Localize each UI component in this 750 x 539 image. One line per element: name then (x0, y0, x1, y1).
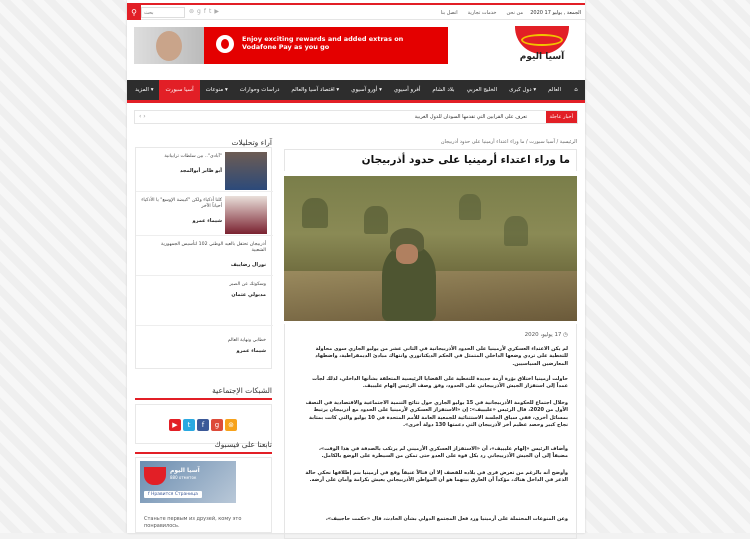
site-logo[interactable] (507, 26, 577, 68)
opinion-author[interactable]: مدبولي عثمان (231, 292, 266, 298)
ticker-arrows-icon[interactable]: ‹ › (139, 113, 146, 120)
bg-soldier (364, 206, 388, 234)
banner-photo (134, 27, 204, 64)
top-link-services[interactable]: خدمات تجارية (467, 10, 497, 16)
article-photo (284, 176, 577, 321)
nav-economy[interactable]: اقتصاد آسيا والعالم ▾ (291, 87, 340, 93)
opinion-author[interactable]: شيماء عمرو (192, 218, 222, 224)
logo-ring-icon (521, 34, 563, 46)
nav-world[interactable]: العالم (548, 87, 561, 93)
google-plus-icon[interactable]: g (211, 419, 223, 431)
opinion-quote[interactable]: وسكوتك عن الصبر (229, 282, 266, 287)
nav-major-countries[interactable]: دول كبرى ▾ (509, 87, 537, 93)
opinion-author[interactable]: شيماء عمرو (236, 348, 266, 354)
top-social-icons (189, 8, 219, 15)
nav-home[interactable]: ⌂ (574, 87, 578, 93)
rss-icon[interactable]: ⊚ (225, 419, 237, 431)
facebook-widget-title: تابعنا على فيسبوك (135, 440, 272, 454)
opinion-quote[interactable]: "آبادي".. بين سلطات ترابيانية (164, 154, 222, 159)
opinion-quote[interactable]: كلنا أذكياء ولكن "كبيضة الإوسع" يا الأذكياء أحياناً الآخر (141, 198, 222, 209)
opinion-quote[interactable]: أذربيجان تحتفل بالعيد الوطني 102 لتأسيس الجمهورية الشعبية (160, 242, 266, 253)
opinion-author[interactable]: أبو ظابر أبوالمجد (180, 168, 222, 174)
opinion-item[interactable] (136, 148, 273, 192)
twitter-icon[interactable]: t (183, 419, 195, 431)
nav-more[interactable]: المزيد ▾ (135, 87, 154, 93)
article-title: ما وراء اعتداء أرمينيا على حدود أذربيجان (361, 154, 570, 166)
vodafone-banner-ad[interactable] (134, 27, 448, 64)
article-date (525, 332, 568, 338)
top-bar (127, 3, 585, 20)
article-paragraph: حاولت أرمينيا اختلاق بؤرة أزمة جديدة للتغطية على القضايا الرئيسية المتعلقة بشأنها الداخلي، لذلك لجأت عمداً إلى استفزاز الجيش الأذربيجاني على الحدود، وفق وصف الرئيس إلهام عليييف. (312, 376, 568, 390)
author-avatar (225, 152, 267, 190)
top-link-contact[interactable]: اتصل بنا (440, 10, 458, 16)
soldier-face (396, 244, 418, 264)
fb-page-logo-icon (144, 467, 166, 485)
opinions-box (135, 147, 272, 369)
nav-arab-gulf[interactable]: الخليج العربي (466, 87, 498, 93)
facebook-icon[interactable]: f (197, 419, 209, 431)
opinion-quote[interactable]: خطابي ونهاية العالم (227, 338, 266, 343)
fb-page-name[interactable]: آسيا اليوم (170, 467, 200, 474)
opinion-item[interactable] (136, 192, 273, 236)
current-date: الجمعة , يوليو 17 2020 (530, 10, 581, 16)
opinion-item[interactable] (136, 236, 273, 276)
social-title: الشبكات الإجتماعية (135, 386, 272, 400)
facebook-icon: f (148, 492, 152, 497)
article-paragraph: لم يكن الاعتداء العسكري لأرمينيا على الحدود الأذربيجانية في الثاني عشر من يوليو الجاري سوى محاولة للتغطية على تردي وضعها الداخلي المتمثل في الحكم الديكتاتوري وانتهاك مبادئ الديمقراطية، واضطهاد المعارضين السياسيين. (315, 346, 568, 367)
article-paragraph: وعن المنوعات المحتملة على أرمينيا ورد فعل المجتمع الدولي بشأن الحادث، قال «حكمت حاجييف»، (325, 516, 568, 522)
nav-euro-asian[interactable]: أورو آسيوي ▾ (351, 87, 382, 93)
clock-icon: ◷ (561, 332, 568, 338)
vodafone-logo-icon (216, 35, 234, 53)
page-wrapper (127, 0, 585, 533)
top-link-about[interactable]: من نحن (506, 10, 523, 16)
breaking-news-ticker (134, 110, 578, 124)
logo-text: آسيا اليوم (519, 52, 565, 62)
opinion-item[interactable] (136, 276, 273, 326)
author-avatar (225, 196, 267, 234)
article-paragraph: وخلال اجتماع للحكومة الأذربيجانية في 15 يوليو الجاري حول نتائج التنمية الاجتماعية والاقتصادية في النصف الأول من 2020، قال الرئيس «عليييف»: إن «الاستفزاز العسكري لأرمينيا على الحدود مع أذربيجان يرتبط بمسائل أخرى، ففي سياق الجلسة الاستثنائية للجمعية العامة للأمم المتحدة في 10 يوليو والتي كانت بمثابة نجاح كبير وحصد عظيم أخر لأذربيجان التي دعمتها 130 دولة أخرى». (305, 400, 568, 429)
rss-icon[interactable]: ⊚ (189, 8, 195, 15)
article-date-text: 17 يوليو، 2020 (524, 332, 562, 338)
banner-text: Enjoy exciting rewards and added extras on Vodafone Pay as you go (242, 35, 404, 51)
breadcrumb[interactable]: الرئيسية / آسيا سبورت / ما وراء اعتداء أرمينيا على حدود أذربيجان (440, 139, 577, 145)
facebook-widget (135, 457, 272, 533)
fb-like-button-label: Нравится Страница (151, 492, 198, 497)
breaking-news-label: أخبار عاجلة (546, 111, 577, 123)
twitter-icon[interactable]: t (208, 8, 212, 15)
article-body (284, 324, 577, 539)
breaking-news-text[interactable]: تعرف على القرابين التي تقدمها السودان للدول الغربية (414, 114, 527, 120)
nav-asia-sport[interactable]: آسيا سبورت (159, 80, 199, 100)
fb-like-button[interactable] (144, 491, 202, 498)
opinion-item[interactable] (136, 326, 273, 368)
title-box (284, 149, 577, 171)
search-button[interactable]: ⚲ (127, 5, 141, 20)
google-plus-icon[interactable]: g (197, 8, 201, 15)
youtube-icon[interactable]: ▶ (169, 419, 181, 431)
nav-afro-asian[interactable]: أفرو آسيوي (393, 87, 421, 93)
article-paragraph: وأضاف الرئيس «إلهام عليييف»، أن «الاستفزاز العسكري الأرميني لم يرتكب بالصدفة في هذا الوقت»، مضيفاً إلى أن الجيش الأذربيجاني رد بكل قوة على العدو حتى تمكن من السيطرة على الوضع بالكامل. (319, 446, 568, 460)
facebook-icon[interactable]: f (203, 8, 206, 15)
social-box (135, 404, 272, 444)
article-paragraph: وأوضح أنه بالرغم من تعرض قرى في بلاده للقصف إلا أن قتالاً عنيفاً وقع في أرمينيا بنم إطلاقها نحكي حالة الذعر في الداخل هناك، مؤكداً أن العارق بينهما هو أن المواطن الأذربيجاني يعيش بكرامة وأمان على أرضه. (305, 470, 568, 484)
nav-levant[interactable]: بلاد الشام (432, 87, 455, 93)
fb-page-followers: 880 отметок (170, 475, 197, 480)
opinion-author[interactable]: نورال رضاييف (230, 262, 266, 268)
bg-soldier (302, 198, 328, 228)
top-links (441, 10, 523, 16)
nav-misc[interactable]: منوعات ▾ (205, 87, 228, 93)
opinions-title: آراء وتحليلات (135, 138, 272, 152)
fb-friends-text: Станьте первым из друзей, кому это понравилось. (144, 516, 242, 529)
main-nav (127, 80, 585, 103)
facebook-page-card[interactable] (140, 461, 236, 503)
search-input[interactable] (141, 7, 185, 18)
bg-soldier (504, 216, 528, 246)
bg-soldier (459, 194, 481, 220)
main-content (284, 132, 577, 533)
youtube-icon[interactable]: ▶ (214, 8, 219, 15)
nav-studies[interactable]: دراسات وحوارات (239, 87, 280, 93)
